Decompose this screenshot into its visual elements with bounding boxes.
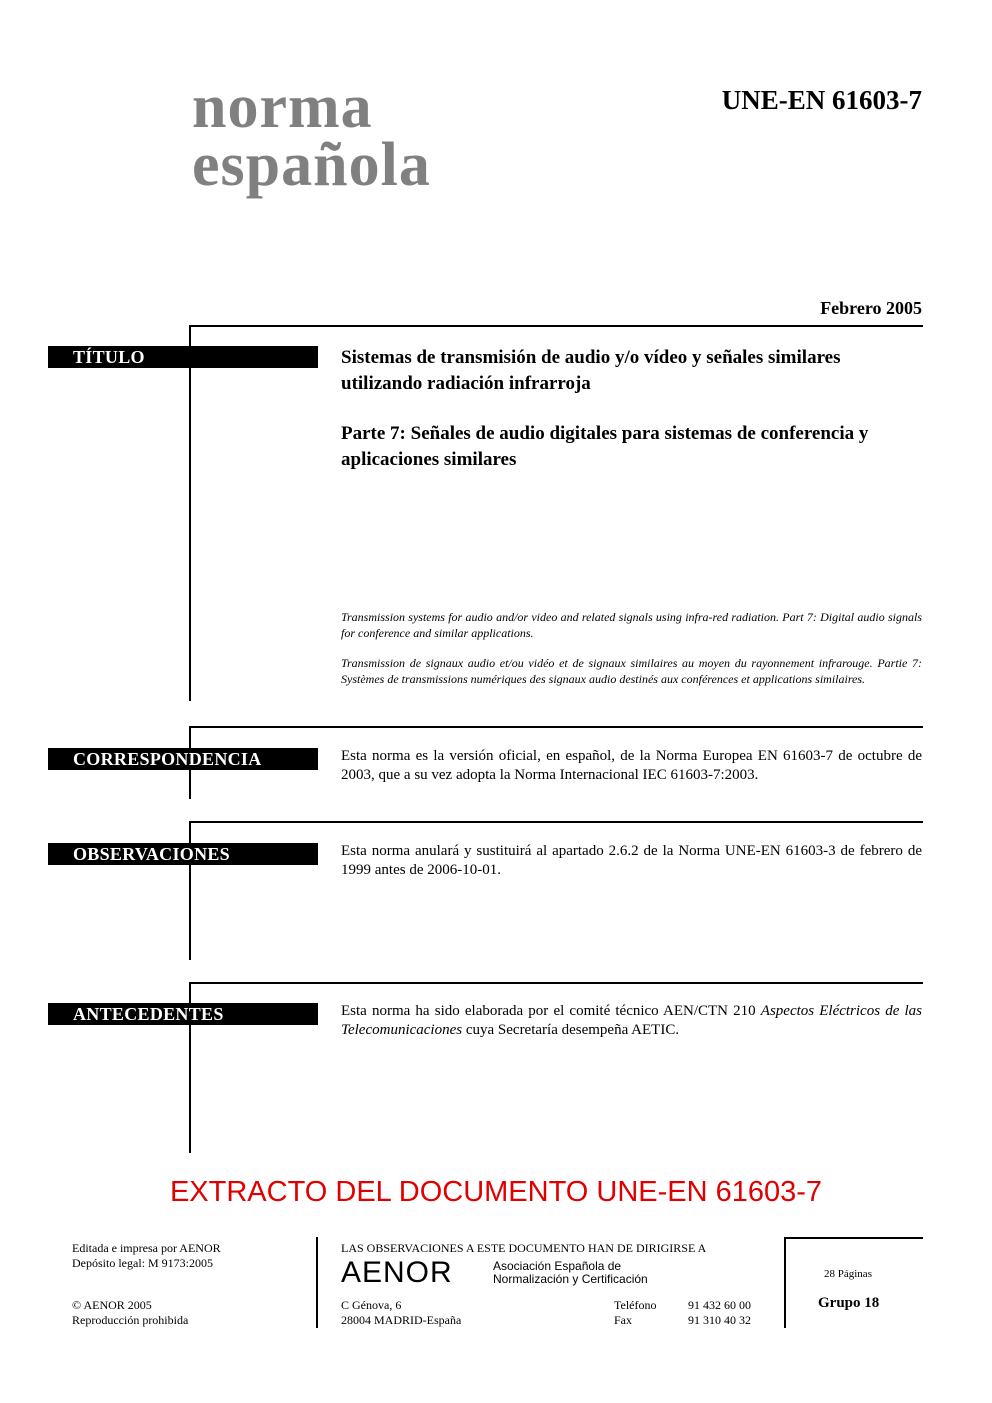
antecedentes-text [341,1002,922,1040]
section-divider-titulo [189,325,923,327]
section-label-observaciones: OBSERVACIONES [48,843,318,865]
spanish-subtitle: Parte 7: Señales de audio digitales para sistemas de conferencia y aplicaciones similares [341,423,869,470]
extract-notice: EXTRACTO DEL DOCUMENTO UNE-EN 61603-7 [169,1176,823,1208]
correspondencia-text: Esta norma es la versión oficial, en español, de la Norma Europea EN 61603-7 de octubre de 2003, que a su vez adopta la Norma Internacional IEC 61603-7:2003. [341,748,922,783]
footer-contact-values [688,1298,751,1328]
grupo-label: Grupo 18 [818,1295,880,1311]
footer-address-line-2: 28004 MADRID-España [341,1313,462,1327]
page-count: 28 Páginas [824,1268,872,1280]
footer-telefono-label: Teléfono [614,1298,657,1312]
antecedentes-text-start: Esta norma ha sido elaborada por el comité técnico AEN/CTN 210 [341,1003,761,1019]
section-label-correspondencia: CORRESPONDENCIA [48,748,318,770]
footer-deposito: Depósito legal: M 9173:2005 [72,1256,213,1270]
english-title: Transmission systems for audio and/or video and related signals using infra-red radiation. Part 7: Digital audio signals for conference and similar applications. [341,610,922,640]
aenor-association-name [493,1260,648,1286]
section-divider-correspondencia [189,726,923,728]
footer-observations-heading: LAS OBSERVACIONES A ESTE DOCUMENTO HAN DE DIRIGIRSE A [341,1241,707,1255]
french-title: Transmission de signaux audio et/ou vidéo et de signaux similaires au moyen du rayonnement infrarouge. Partie 7: Systèmes de transmissions numériques des signaux audio destinés aux conférences et applications similaires. [341,656,922,686]
section-label-antecedentes: ANTECEDENTES [48,1003,318,1025]
brand-line-2: española [192,131,431,199]
section-vline-titulo [189,325,191,701]
section-divider-antecedentes [189,982,923,984]
footer-contact-labels [614,1298,656,1328]
observaciones-text: Esta norma anulará y sustituirá al apartado 2.6.2 de la Norma UNE-EN 61603-3 de febrero de 1999 antes de 2006-10-01. [341,843,922,878]
section-divider-observaciones [189,821,923,823]
antecedentes-committee-name: Aspectos Eléctricos de las Telecomunicaciones [341,1003,923,1038]
footer-box-top-line [784,1237,923,1239]
footer-copyright: © AENOR 2005 [72,1298,152,1312]
footer-edited: Editada e impresa por AENOR [72,1241,221,1255]
standard-code: UNE-EN 61603-7 [721,85,922,115]
footer-fax: 91 310 40 32 [688,1313,751,1327]
publication-date: Febrero 2005 [820,298,922,318]
spanish-title: Sistemas de transmisión de audio y/o vídeo y señales similares utilizando radiación infrarroja [341,347,841,394]
footer-copyright-info [72,1298,188,1328]
brand-line-1: norma [192,73,373,141]
brand-title [192,73,431,199]
footer-box-left-line [784,1237,786,1328]
section-vline-observaciones [189,821,191,960]
footer-address-line-1: C Génova, 6 [341,1298,402,1312]
footer-fax-label: Fax [614,1313,632,1327]
section-label-titulo: TÍTULO [48,346,318,368]
aenor-logo: AENOR [341,1256,453,1289]
aenor-assoc-line-1: Asociación Española de [493,1259,622,1273]
aenor-assoc-line-2: Normalización y Certificación [493,1272,648,1286]
footer-reproduction: Reproducción prohibida [72,1313,189,1327]
antecedentes-text-end: cuya Secretaría desempeña AETIC. [462,1022,680,1038]
footer-address [341,1298,461,1328]
footer-divider-left [316,1237,318,1328]
footer-edition-info [72,1241,221,1271]
footer-telefono: 91 432 60 00 [688,1298,751,1312]
